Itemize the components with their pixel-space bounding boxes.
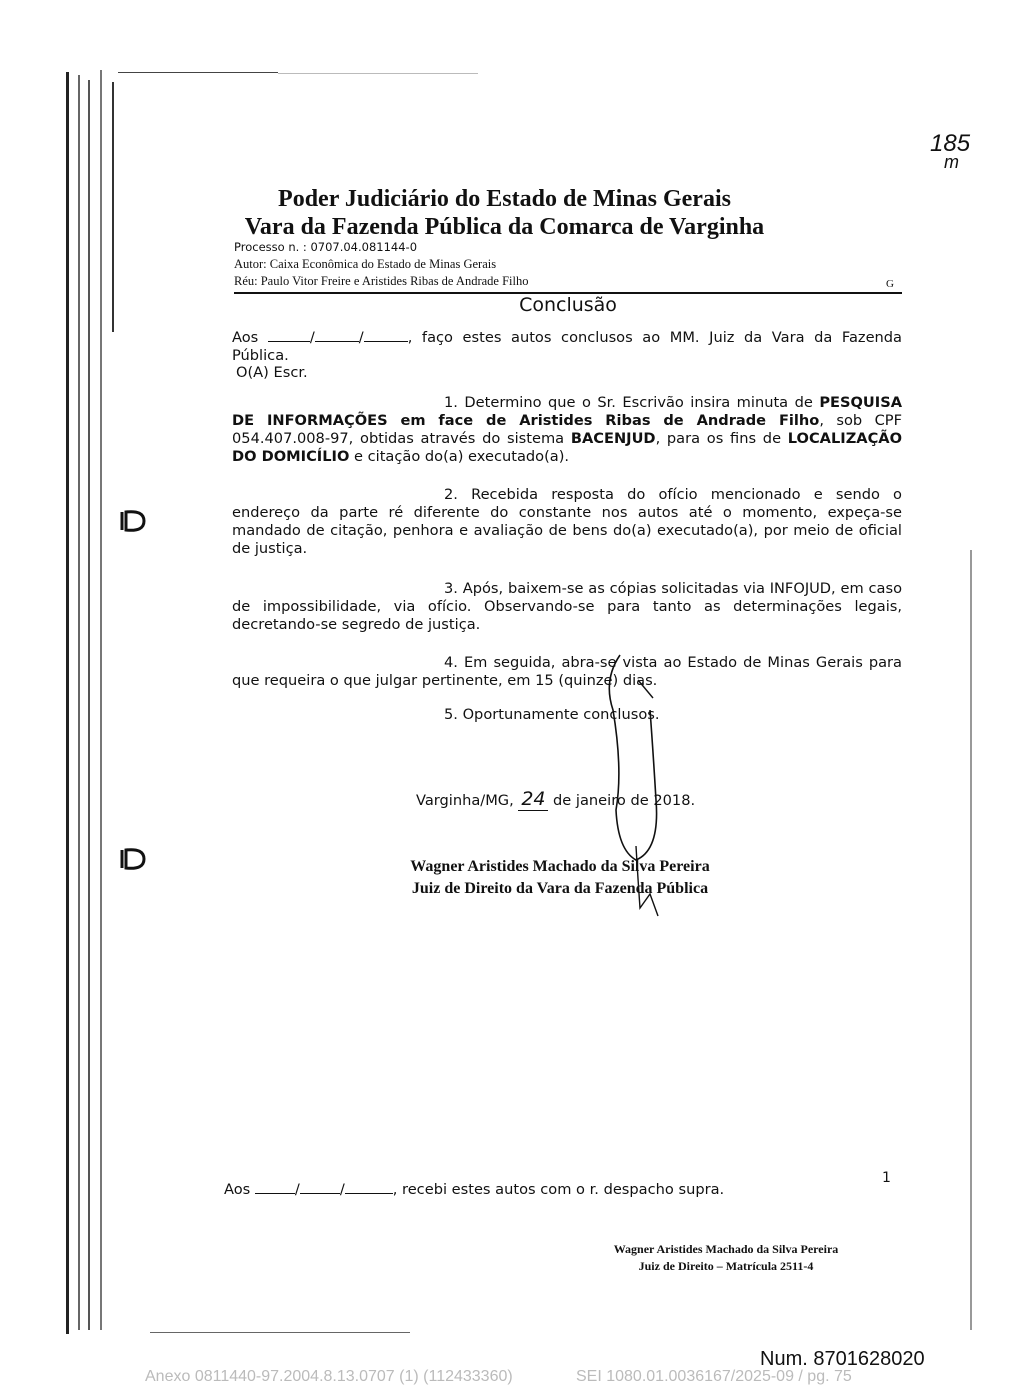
scan-top-line [278, 73, 478, 74]
date-blank [268, 328, 310, 342]
date-blank [255, 1180, 295, 1194]
scan-bottom-line [150, 1332, 410, 1333]
page-initial-handwritten: m [944, 152, 959, 172]
process-number: Processo n. : 0707.04.081144-0 [234, 240, 418, 254]
court-subtitle: Vara da Fazenda Pública da Comarca de Varginha [244, 214, 765, 240]
defendant-mark: G [886, 278, 894, 290]
scan-edge-line [100, 70, 102, 1330]
date-blank [300, 1180, 340, 1194]
document-number: Num. 8701628020 [760, 1348, 925, 1370]
date-blank [345, 1180, 393, 1194]
scan-edge-line [66, 72, 69, 1334]
order-item-2: 2. Recebida resposta do ofício mencionado e sendo o endereço da parte ré diferente do constante nos autos até o momento, expeça-se mandado de citação, penhora e avaliação de bens do(a) executado(a), por meio de oficial de justiça. [232, 486, 902, 557]
receipt-mark: 1 [882, 1170, 891, 1186]
conclusion-paragraph: Aos / / , faço estes autos conclusos ao MM. Juiz da Vara da Fazenda Pública. [232, 329, 903, 364]
date-line: Varginha/MG, 24 de janeiro de 2018. [416, 788, 696, 810]
page-number-handwritten: 185 [930, 130, 971, 157]
punch-hole-icon [116, 508, 150, 534]
judge-name: Wagner Aristides Machado da Silva Pereira [410, 858, 710, 875]
scan-top-line [118, 72, 278, 73]
order-item-5: 5. Oportunamente conclusos. [444, 706, 660, 723]
plaintiff: Autor: Caixa Econômica do Estado de Minas Gerais [234, 257, 497, 271]
defendant: Réu: Paulo Vitor Freire e Aristides Ribas de Andrade Filho [234, 274, 529, 288]
court-title: Poder Judiciário do Estado de Minas Gerais [278, 186, 731, 212]
conclusion-heading: Conclusão [519, 294, 617, 316]
judge-role: Juiz de Direito da Vara da Fazenda Pública [411, 880, 709, 897]
scan-edge-line [88, 80, 90, 1330]
scan-right-edge [970, 550, 972, 1330]
stamp-judge-role: Juiz de Direito – Matrícula 2511-4 [638, 1259, 814, 1273]
receipt-paragraph: Aos / / , recebi estes autos com o r. despacho supra. [224, 1181, 725, 1198]
annex-reference: Anexo 0811440-97.2004.8.13.0707 (1) (112433360) [145, 1368, 513, 1385]
order-item-1: 1. Determino que o Sr. Escrivão insira minuta de PESQUISA DE INFORMAÇÕES em face de Aristides Ribas de Andrade Filho, sob CPF 054.407.008-97, obtidas através do sistema BACENJUD, para os fins de LOCALIZAÇÃO DO DOMICÍLIO e citação do(a) executado(a). [232, 394, 902, 465]
clerk-label: O(A) Escr. [236, 364, 308, 381]
handwritten-day: 24 [518, 788, 548, 811]
date-blank [364, 328, 408, 342]
order-item-3: 3. Após, baixem-se as cópias solicitadas via INFOJUD, em caso de impossibilidade, via ofício. Observando-se para tanto as determinações legais, decretando-se segredo de justiça. [232, 580, 902, 633]
stamp-judge-name: Wagner Aristides Machado da Silva Pereira [613, 1242, 839, 1256]
scan-edge-line [78, 75, 80, 1330]
order-item-4: 4. Em seguida, abra-se vista ao Estado de Minas Gerais para que requeira o que julgar pertinente, em 15 (quinze) dias. [232, 654, 902, 689]
date-blank [315, 328, 359, 342]
sei-reference: SEI 1080.01.0036167/2025-09 / pg. 75 [576, 1368, 852, 1385]
